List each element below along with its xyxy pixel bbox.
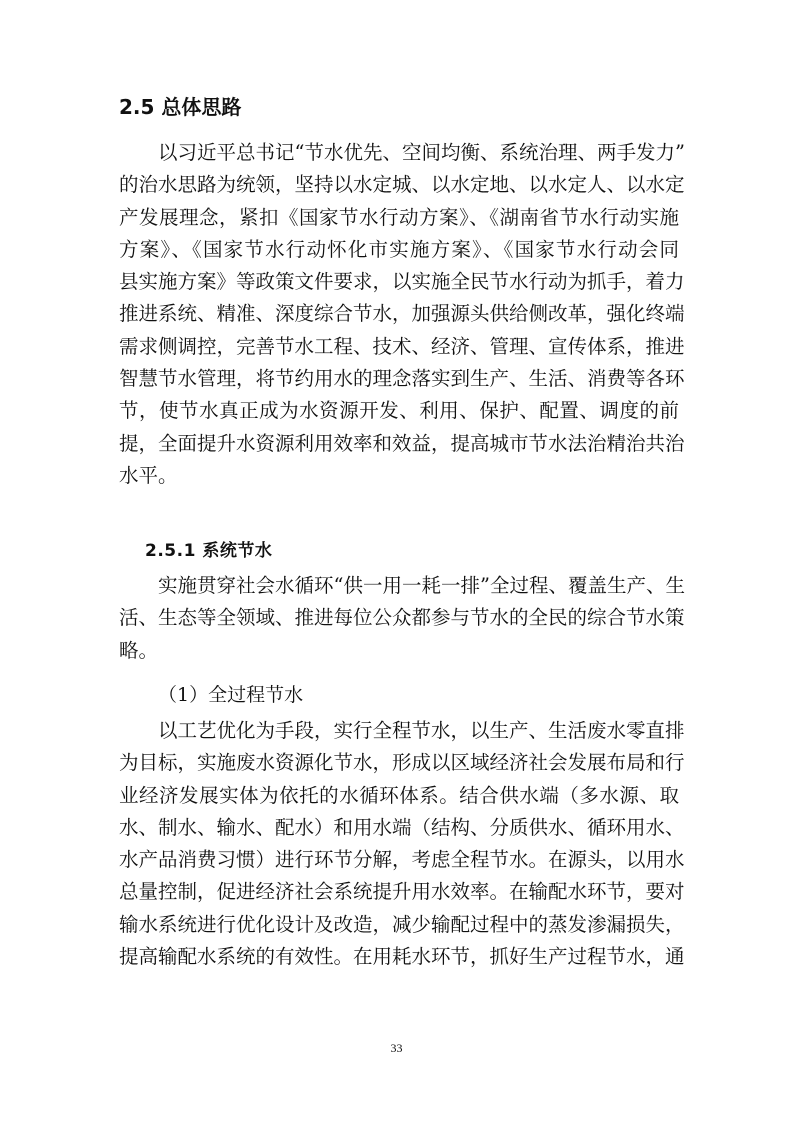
text-line: 水产品消费习惯）进行环节分解，考虑全程节水。在源头，以用水 xyxy=(119,848,685,872)
text-line: 以习近平总书记“节水优先、空间均衡、系统治理、两手发力” xyxy=(158,141,685,164)
text-line: 推进系统、精准、深度综合节水，加强源头供给侧改革，强化终端 xyxy=(119,302,685,326)
text-line: 实施贯穿社会水循环“供一用一耗一排”全过程、覆盖生产、生 xyxy=(158,574,685,597)
text-line: 输水系统进行优化设计及改造，减少输配过程中的蒸发渗漏损失， xyxy=(119,912,685,936)
text-line: 活、生态等全领域、推进每位公众都参与节水的全民的综合节水策 xyxy=(119,606,685,630)
text-line: 总量控制，促进经济社会系统提升用水效率。在输配水环节，要对 xyxy=(119,880,685,904)
text-line: 产发展理念，紧扣《国家节水行动方案》、《湖南省节水行动实施 xyxy=(119,205,679,229)
text-line: 提高输配水系统的有效性。在用耗水环节，抓好生产过程节水，通 xyxy=(119,945,685,969)
text-line: 需求侧调控，完善节水工程、技术、经济、管理、宣传体系，推进 xyxy=(119,334,685,358)
section-intro-paragraph xyxy=(119,137,685,492)
subsection-heading: 2.5.1 系统节水 xyxy=(145,541,273,561)
text-line: 智慧节水管理，将节约用水的理念落实到生产、生活、消费等各环 xyxy=(119,367,685,391)
page-number: 33 xyxy=(390,1041,403,1055)
text-line: 提，全面提升水资源利用效率和效益，提高城市节水法治精治共治 xyxy=(119,431,685,455)
item-paragraph xyxy=(119,715,685,973)
item-heading: （1）全过程节水 xyxy=(158,684,304,706)
text-line: 以工艺优化为手段，实行全程节水，以生产、生活废水零直排 xyxy=(158,719,685,742)
text-line: 县实施方案》等政策文件要求，以实施全民节水行动为抓手，着力 xyxy=(119,270,685,294)
section-heading: 2.5 总体思路 xyxy=(119,95,242,119)
text-line: 水平。 xyxy=(119,463,178,487)
text-line: 节，使节水真正成为水资源开发、利用、保护、配置、调度的前 xyxy=(119,399,679,423)
text-line: 业经济发展实体为依托的水循环体系。结合供水端（多水源、取 xyxy=(119,783,679,807)
text-line: 为目标，实施废水资源化节水，形成以区域经济社会发展布局和行 xyxy=(119,751,685,775)
subsection-paragraph xyxy=(119,570,685,667)
text-line: 的治水思路为统领，坚持以水定城、以水定地、以水定人、以水定 xyxy=(119,173,685,197)
text-line: 略。 xyxy=(119,638,159,662)
text-line: 水、制水、输水、配水）和用水端（结构、分质供水、循环用水、 xyxy=(119,815,685,839)
text-line: 方案》、《国家节水行动怀化市实施方案》、《国家节水行动会同 xyxy=(119,237,679,261)
